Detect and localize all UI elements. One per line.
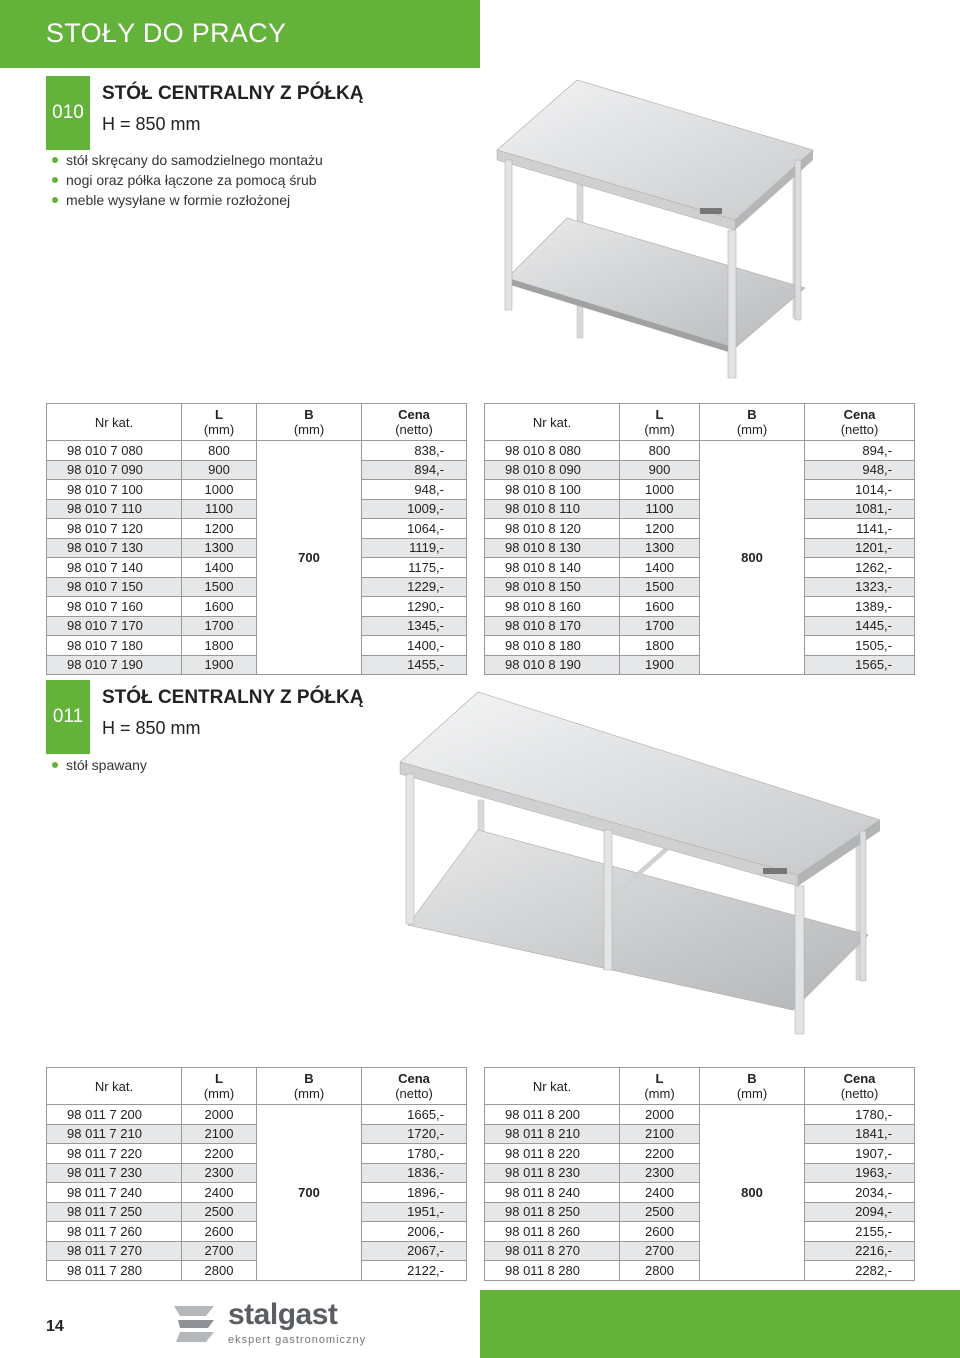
table-row: 98 010 7 100 1000 948,- bbox=[47, 480, 467, 500]
col-l: L (mm) bbox=[182, 1068, 257, 1105]
table-row: 98 010 7 130 1300 1119,- bbox=[47, 538, 467, 558]
table-row: 98 010 7 110 1100 1009,- bbox=[47, 499, 467, 519]
col-nr: Nr kat. bbox=[47, 404, 182, 441]
col-l: L (mm) bbox=[620, 404, 700, 441]
table-row: 98 010 8 170 1700 1445,- bbox=[485, 616, 915, 636]
feature-item: nogi oraz półka łączone za pomocą śrub bbox=[52, 170, 323, 190]
col-b: B (mm) bbox=[700, 1068, 805, 1105]
col-nr: Nr kat. bbox=[485, 404, 620, 441]
col-l: L (mm) bbox=[620, 1068, 700, 1105]
table-row: 98 011 8 230 2300 1963,- bbox=[485, 1163, 915, 1183]
stalgast-logo bbox=[170, 1298, 370, 1350]
logo-mark-icon bbox=[170, 1300, 222, 1348]
table-row: 98 011 7 270 2700 2067,- bbox=[47, 1241, 467, 1261]
table-row: 98 010 8 100 1000 1014,- bbox=[485, 480, 915, 500]
section-010-code: 010 bbox=[46, 76, 90, 150]
table-row: 98 010 7 150 1500 1229,- bbox=[47, 577, 467, 597]
page-number: 14 bbox=[46, 1318, 64, 1335]
b-value: 800 bbox=[700, 1105, 805, 1281]
page-header bbox=[0, 0, 480, 68]
feature-item: stół skręcany do samodzielnego montażu bbox=[52, 150, 323, 170]
table-row: 98 010 8 110 1100 1081,- bbox=[485, 499, 915, 519]
table-row: 98 010 8 190 1900 1565,- bbox=[485, 655, 915, 675]
section-011-features bbox=[52, 755, 147, 775]
col-price: Cena (netto) bbox=[362, 404, 467, 441]
table-row: 98 010 7 180 1800 1400,- bbox=[47, 636, 467, 656]
table-row: 98 011 7 280 2800 2122,- bbox=[47, 1261, 467, 1281]
table-row: 98 011 7 250 2500 1951,- bbox=[47, 1202, 467, 1222]
col-l: L (mm) bbox=[182, 404, 257, 441]
table-row: 98 011 7 240 2400 1896,- bbox=[47, 1183, 467, 1203]
col-b: B (mm) bbox=[700, 404, 805, 441]
page-title: STOŁY DO PRACY bbox=[46, 18, 287, 48]
table-row: 98 010 7 090 900 894,- bbox=[47, 460, 467, 480]
table-row: 98 010 7 120 1200 1064,- bbox=[47, 519, 467, 539]
table-row: 98 011 7 230 2300 1836,- bbox=[47, 1163, 467, 1183]
table-row: 98 010 7 080 800 700 838,- bbox=[47, 441, 467, 461]
col-nr: Nr kat. bbox=[485, 1068, 620, 1105]
table-row: 98 011 8 280 2800 2282,- bbox=[485, 1261, 915, 1281]
b-value: 800 bbox=[700, 441, 805, 675]
table-row: 98 011 7 260 2600 2006,- bbox=[47, 1222, 467, 1242]
col-b: B (mm) bbox=[257, 404, 362, 441]
table-row: 98 011 7 200 2000 700 1665,- bbox=[47, 1105, 467, 1125]
table-row: 98 011 8 270 2700 2216,- bbox=[485, 1241, 915, 1261]
section-010-subtitle: H = 850 mm bbox=[102, 114, 201, 134]
table-row: 98 010 8 180 1800 1505,- bbox=[485, 636, 915, 656]
b-value: 700 bbox=[257, 441, 362, 675]
col-nr: Nr kat. bbox=[47, 1068, 182, 1105]
table-010-illustration bbox=[495, 78, 820, 380]
section-010-features bbox=[52, 150, 323, 210]
feature-item: stół spawany bbox=[52, 755, 147, 775]
table-row: 98 010 8 090 900 948,- bbox=[485, 460, 915, 480]
table-row: 98 010 8 080 800 800 894,- bbox=[485, 441, 915, 461]
table-row: 98 011 8 200 2000 800 1780,- bbox=[485, 1105, 915, 1125]
section-010-title: STÓŁ CENTRALNY Z PÓŁKĄ bbox=[102, 83, 364, 104]
table-row: 98 011 7 210 2100 1720,- bbox=[47, 1124, 467, 1144]
table-row: 98 010 8 160 1600 1389,- bbox=[485, 597, 915, 617]
b-value: 700 bbox=[257, 1105, 362, 1281]
section-011-subtitle: H = 850 mm bbox=[102, 718, 201, 738]
footer-bar bbox=[480, 1290, 960, 1358]
price-table-011-800 bbox=[484, 1067, 915, 1281]
table-row: 98 010 8 130 1300 1201,- bbox=[485, 538, 915, 558]
section-011-code: 011 bbox=[46, 680, 90, 754]
table-row: 98 010 7 190 1900 1455,- bbox=[47, 655, 467, 675]
table-row: 98 010 8 150 1500 1323,- bbox=[485, 577, 915, 597]
col-price: Cena (netto) bbox=[805, 404, 915, 441]
table-row: 98 010 8 140 1400 1262,- bbox=[485, 558, 915, 578]
price-table-010-700 bbox=[46, 403, 467, 675]
price-table-010-800 bbox=[484, 403, 915, 675]
table-row: 98 011 8 220 2200 1907,- bbox=[485, 1144, 915, 1164]
table-011-illustration bbox=[398, 690, 883, 1038]
feature-item: meble wysyłane w formie rozłożonej bbox=[52, 190, 323, 210]
table-row: 98 010 7 170 1700 1345,- bbox=[47, 616, 467, 636]
table-row: 98 011 8 210 2100 1841,- bbox=[485, 1124, 915, 1144]
table-row: 98 011 7 220 2200 1780,- bbox=[47, 1144, 467, 1164]
table-row: 98 010 7 160 1600 1290,- bbox=[47, 597, 467, 617]
table-row: 98 010 8 120 1200 1141,- bbox=[485, 519, 915, 539]
table-row: 98 010 7 140 1400 1175,- bbox=[47, 558, 467, 578]
table-row: 98 011 8 240 2400 2034,- bbox=[485, 1183, 915, 1203]
col-price: Cena (netto) bbox=[362, 1068, 467, 1105]
table-row: 98 011 8 260 2600 2155,- bbox=[485, 1222, 915, 1242]
section-011-title: STÓŁ CENTRALNY Z PÓŁKĄ bbox=[102, 687, 364, 708]
price-table-011-700 bbox=[46, 1067, 467, 1281]
col-price: Cena (netto) bbox=[805, 1068, 915, 1105]
brand-name: stalgast bbox=[228, 1298, 338, 1331]
brand-tagline: ekspert gastronomiczny bbox=[228, 1334, 367, 1346]
col-b: B (mm) bbox=[257, 1068, 362, 1105]
table-row: 98 011 8 250 2500 2094,- bbox=[485, 1202, 915, 1222]
